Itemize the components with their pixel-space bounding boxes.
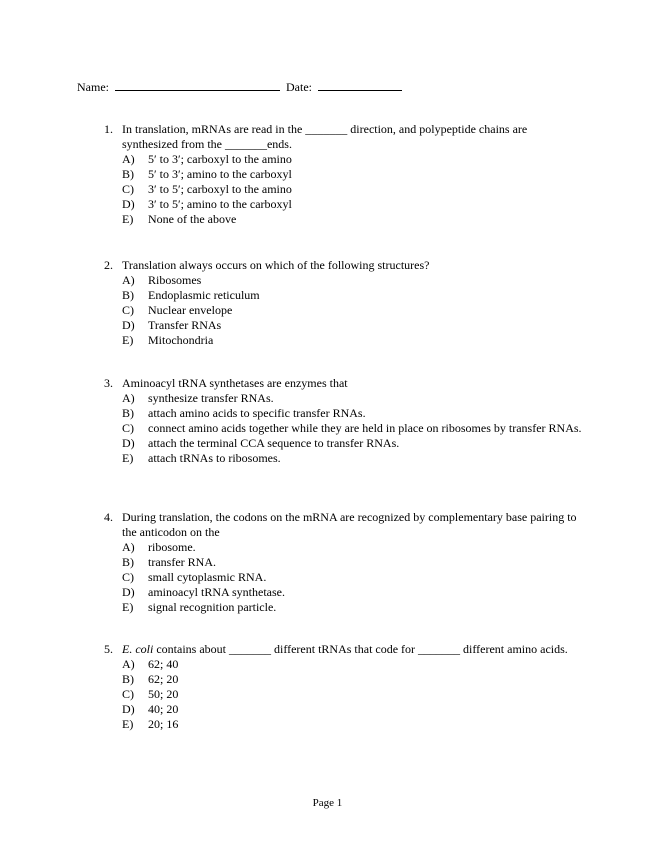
question-1 [104, 122, 584, 227]
question-text: In translation, mRNAs are read in the _______ direction, and polypeptide chains are synthesized from the _______ends. [122, 122, 528, 151]
page-number: Page 1 [312, 797, 343, 809]
question-4 [104, 510, 584, 615]
choice-a: A) 62; 40 [122, 657, 179, 671]
question-number: 3. [104, 376, 113, 390]
choice-c: C) connect amino acids together while they are held in place on ribosomes by transfer RNAs. [122, 421, 582, 435]
page-footer [0, 797, 655, 809]
question-text: Aminoacyl tRNA synthetases are enzymes that [122, 376, 348, 390]
choice-b: B) 62; 20 [122, 672, 179, 686]
name-label: Name: [77, 80, 109, 94]
choice-b: B) attach amino acids to specific transfer RNAs. [122, 406, 366, 420]
choice-e: E) Mitochondria [122, 333, 214, 347]
question-number: 5. [104, 642, 113, 656]
choice-c: C) 3′ to 5′; carboxyl to the amino [122, 182, 292, 196]
name-blank-line[interactable] [115, 78, 280, 91]
question-text: During translation, the codons on the mRNA are recognized by complementary base pairing to the anticodon on the [122, 510, 577, 539]
choice-e: E) None of the above [122, 212, 237, 226]
choice-d: D) 40; 20 [122, 702, 179, 716]
question-text: E. coli contains about _______ different tRNAs that code for _______ different amino acids. [122, 642, 568, 656]
choice-d: D) Transfer RNAs [122, 318, 222, 332]
choice-e: E) 20; 16 [122, 717, 179, 731]
question-number: 1. [104, 122, 113, 136]
choice-a: A) Ribosomes [122, 273, 202, 287]
question-text: Translation always occurs on which of the following structures? [122, 258, 430, 272]
choice-a: A) 5′ to 3′; carboxyl to the amino [122, 152, 292, 166]
choice-e: E) attach tRNAs to ribosomes. [122, 451, 281, 465]
choice-e: E) signal recognition particle. [122, 600, 277, 614]
name-date-header [77, 78, 405, 95]
question-5 [104, 642, 584, 732]
question-2 [104, 258, 584, 348]
date-blank-line[interactable] [318, 78, 402, 91]
choice-b: B) Endoplasmic reticulum [122, 288, 260, 302]
choice-d: D) attach the terminal CCA sequence to transfer RNAs. [122, 436, 400, 450]
question-3 [104, 376, 584, 466]
choice-b: B) transfer RNA. [122, 555, 216, 569]
choice-c: C) small cytoplasmic RNA. [122, 570, 267, 584]
species-name: E. coli [122, 642, 154, 656]
choice-a: A) synthesize transfer RNAs. [122, 391, 274, 405]
choice-b: B) 5′ to 3′; amino to the carboxyl [122, 167, 292, 181]
question-number: 4. [104, 510, 113, 524]
date-label: Date: [286, 80, 312, 94]
choice-c: C) 50; 20 [122, 687, 179, 701]
question-number: 2. [104, 258, 113, 272]
choice-d: D) 3′ to 5′; amino to the carboxyl [122, 197, 292, 211]
choice-a: A) ribosome. [122, 540, 196, 554]
choice-d: D) aminoacyl tRNA synthetase. [122, 585, 285, 599]
choice-c: C) Nuclear envelope [122, 303, 233, 317]
